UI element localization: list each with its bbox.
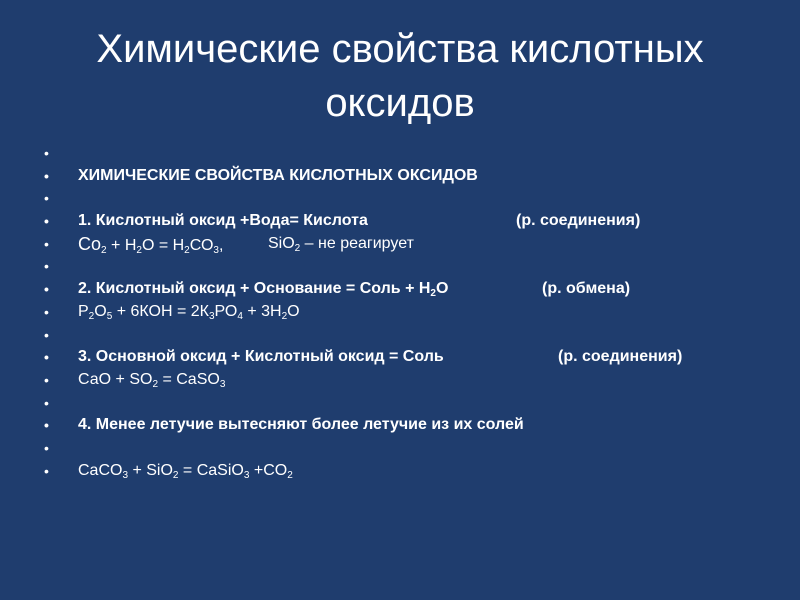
bullet-list [44, 142, 784, 482]
example-3-equation: СаО + $SO_2$ = CaSO$_3$ [78, 370, 226, 390]
empty-bullet-1 [44, 142, 784, 165]
rule-1-note: (р. соединения) [516, 212, 641, 230]
example-3 [44, 369, 784, 392]
example-4 [44, 460, 784, 483]
bullet-glyph: • [44, 371, 49, 388]
empty-bullet-5 [44, 392, 784, 415]
empty-bullet-4 [44, 324, 784, 347]
bullet-glyph: • [44, 303, 49, 320]
bullet-glyph: • [44, 167, 49, 184]
bullet-glyph: • [44, 145, 49, 161]
bullet-glyph: • [44, 394, 49, 411]
example-2 [44, 301, 784, 324]
bullet-glyph: • [44, 326, 49, 343]
bullet-glyph: • [44, 439, 49, 456]
slide-title [40, 22, 760, 130]
bullet-glyph: • [44, 281, 49, 298]
empty-bullet-2 [44, 187, 784, 210]
example-1-equation: $Со_2 + Н_2О = Н_2СО_3$, [78, 233, 224, 256]
title-line-2: оксидов [325, 81, 475, 125]
bullet-glyph: • [44, 235, 49, 252]
rule-2-text: 2. Кислотный оксид + Основание = Соль + $Н_2О$ [78, 280, 449, 300]
section-heading: ХИМИЧЕСКИЕ СВОЙСТВА КИСЛОТНЫХ ОКСИДОВ [78, 166, 478, 184]
bullet-glyph: • [44, 462, 49, 479]
bullet-glyph: • [44, 417, 49, 434]
rule-2-note: (р. обмена) [542, 280, 631, 298]
rule-4 [44, 414, 784, 437]
rule-4-text: 4. Менее летучие вытесняют более летучие из их солей [78, 416, 524, 434]
example-4-equation: CaCO$_3$ + SiO$_2$ = CaSiO$_3$ $+CO_2$ [78, 461, 293, 481]
heading-bullet [44, 165, 784, 188]
rule-3-note: (р. соединения) [558, 348, 683, 366]
rule-1 [44, 210, 784, 233]
bullet-glyph: • [44, 213, 49, 230]
rule-3-text: 3. Основной оксид + Кислотный оксид = Соль [78, 348, 444, 366]
bullet-glyph: • [44, 349, 49, 366]
rule-3 [44, 346, 784, 369]
empty-bullet-6 [44, 437, 784, 460]
bullet-glyph: • [44, 190, 49, 207]
title-line-1: Химические свойства кислотных [96, 27, 704, 71]
rule-2 [44, 278, 784, 301]
rule-1-text: 1. Кислотный оксид +Вода= Кислота [78, 212, 368, 230]
bullet-glyph: • [44, 258, 49, 275]
example-1 [44, 233, 784, 256]
example-2-equation: $Р_2О_5 + 6КОН = 2К_3РО_4 + 3Н_2О$ [78, 302, 300, 322]
empty-bullet-3 [44, 255, 784, 278]
example-1-note: SiO$_2$ – не реагирует [268, 234, 414, 254]
